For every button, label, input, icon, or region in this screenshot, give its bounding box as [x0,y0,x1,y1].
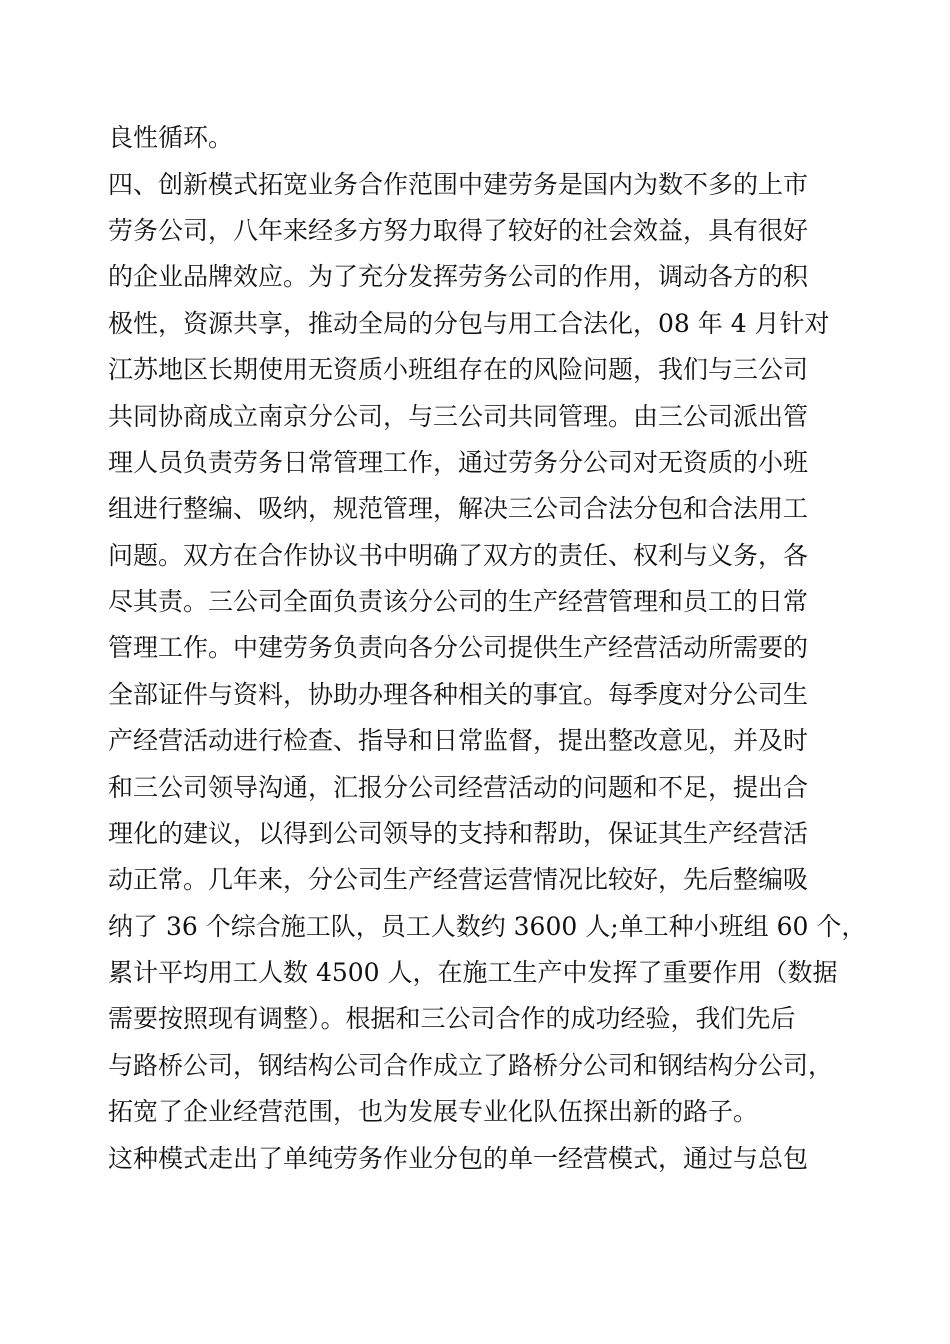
text-line-1: 良性循环。 [108,123,234,152]
text-line-23: 这种模式走出了单纯劳务作业分包的单一经营模式，通过与总包 [108,1144,809,1173]
text-line-6: 江苏地区长期使用无资质小班组存在的风险问题，我们与三公司 [108,355,809,384]
text-line-8: 理人员负责劳务日常管理工作，通过劳务分公司对无资质的小班 [108,448,809,477]
text-line-22: 拓宽了企业经营范围，也为发展专业化队伍探出新的路子。 [108,1097,759,1126]
text-line-18: 纳了 36 个综合施工队，员工人数约 3600 人;单工种小班组 60 个， [108,912,867,941]
text-line-21: 与路桥公司，钢结构公司合作成立了路桥分公司和钢结构分公司， [108,1051,834,1080]
text-line-14: 产经营活动进行检查、指导和日常监督，提出整改意见，并及时 [108,726,809,755]
text-line-13: 全部证件与资料，协助办理各种相关的事宜。每季度对分公司生 [108,680,809,709]
text-line-16: 理化的建议，以得到公司领导的支持和帮助，保证其生产经营活 [108,819,809,848]
text-line-20: 需要按照现有调整）。根据和三公司合作的成功经验，我们先后 [108,1004,796,1033]
text-line-4: 的企业品牌效应。为了充分发挥劳务公司的作用，调动各方的积 [108,262,809,291]
text-line-19: 累计平均用工人数 4500 人，在施工生产中发挥了重要作用（数据 [108,958,838,987]
text-line-5: 极性，资源共享，推动全局的分包与用工合法化，08 年 4 月针对 [108,309,830,338]
text-line-17: 动正常。几年来，分公司生产经营运营情况比较好，先后整编吸 [108,865,809,894]
text-line-3: 劳务公司，八年来经多方努力取得了较好的社会效益，具有很好 [108,216,809,245]
text-line-7: 共同协商成立南京分公司，与三公司共同管理。由三公司派出管 [108,402,809,431]
text-line-12: 管理工作。中建劳务负责向各分公司提供生产经营活动所需要的 [108,633,809,662]
text-line-15: 和三公司领导沟通，汇报分公司经营活动的问题和不足，提出合 [108,773,809,802]
text-line-2: 四、创新模式拓宽业务合作范围中建劳务是国内为数不多的上市 [108,170,809,199]
text-line-9: 组进行整编、吸纳，规范管理，解决三公司合法分包和合法用工 [108,494,809,523]
text-line-11: 尽其责。三公司全面负责该分公司的生产经营管理和员工的日常 [108,587,809,616]
text-line-10: 问题。双方在合作协议书中明确了双方的责任、权利与义务，各 [108,541,809,570]
